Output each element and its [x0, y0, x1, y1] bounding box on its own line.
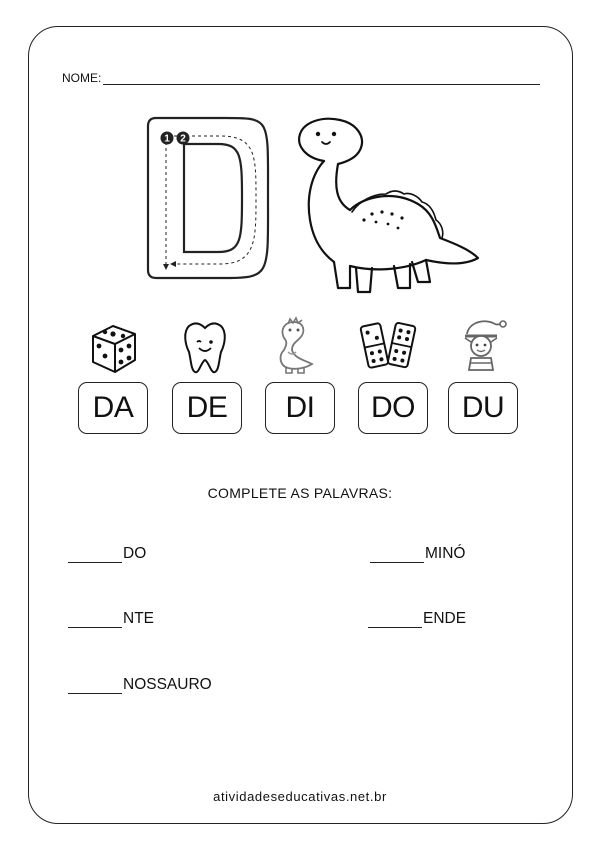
word-item [368, 610, 466, 628]
domino-icon [359, 316, 419, 376]
syllable-card-du: DU [448, 382, 518, 434]
word-blank[interactable] [68, 549, 122, 563]
word-blank[interactable] [370, 549, 424, 563]
dinosaur-illustration [299, 119, 478, 292]
elf-icon [451, 316, 511, 376]
word-ending: NTE [123, 610, 154, 627]
tooth-icon [175, 316, 235, 376]
exercise-instruction: COMPLETE AS PALAVRAS: [207, 485, 393, 501]
footer-site-link[interactable]: atividadeseducativas.net.br [213, 789, 387, 804]
word-ending: MINÓ [425, 545, 466, 562]
syllable-card-do: DO [358, 382, 428, 434]
step-two-number: 2 [180, 133, 186, 145]
name-label: NOME: [62, 71, 102, 85]
word-item [68, 676, 212, 694]
syllable-card-de: DE [172, 382, 242, 434]
word-ending: NOSSAURO [123, 676, 212, 693]
word-ending: ENDE [423, 610, 467, 627]
word-blank[interactable] [68, 614, 122, 628]
syllable-card-da: DA [78, 382, 148, 434]
syllable-row [78, 316, 528, 446]
name-field[interactable] [62, 71, 540, 85]
word-item [370, 545, 465, 563]
dinosaur-icon [266, 316, 326, 376]
word-ending: DO [123, 545, 147, 562]
word-blank[interactable] [368, 614, 422, 628]
word-item [68, 610, 154, 628]
word-item [68, 545, 146, 563]
name-underline[interactable] [103, 74, 540, 85]
syllable-card-di: DI [265, 382, 335, 434]
hero-illustration [146, 116, 486, 301]
step-one-badge [161, 132, 174, 145]
dice-icon [83, 316, 143, 376]
word-blank[interactable] [68, 680, 122, 694]
step-one-number: 1 [164, 133, 170, 145]
step-two-badge [177, 132, 190, 145]
trace-arrow-left [170, 261, 176, 267]
trace-arrow-down [163, 264, 169, 270]
